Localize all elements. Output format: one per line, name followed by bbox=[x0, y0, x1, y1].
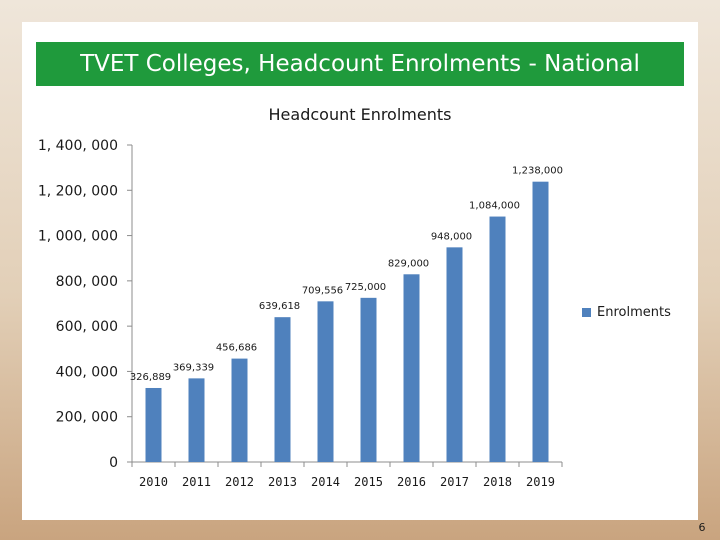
x-tick-label: 2016 bbox=[397, 475, 426, 489]
y-tick-label: 800, 000 bbox=[55, 273, 118, 290]
bar-series-enrolments bbox=[146, 182, 549, 462]
x-tick-label: 2019 bbox=[526, 475, 555, 489]
data-label: 1,084,000 bbox=[469, 200, 520, 212]
bar bbox=[490, 217, 506, 462]
bar bbox=[533, 182, 549, 462]
data-label: 369,339 bbox=[172, 362, 215, 374]
bar bbox=[232, 359, 248, 462]
chart-legend bbox=[582, 305, 671, 320]
bar bbox=[361, 298, 377, 462]
data-label: 829,000 bbox=[387, 258, 430, 270]
x-tick-label: 2012 bbox=[225, 475, 254, 489]
data-label: 326,889 bbox=[129, 371, 172, 383]
data-label: 456,686 bbox=[215, 342, 258, 354]
data-label: 948,000 bbox=[430, 231, 473, 243]
x-tick-label: 2014 bbox=[311, 475, 340, 489]
bar bbox=[404, 274, 420, 462]
data-label: 725,000 bbox=[344, 281, 387, 293]
bar bbox=[275, 317, 291, 462]
legend-swatch bbox=[582, 308, 591, 317]
y-tick-label: 400, 000 bbox=[55, 364, 118, 381]
x-tick-label: 2015 bbox=[354, 475, 383, 489]
y-tick-label: 600, 000 bbox=[55, 319, 118, 336]
data-label: 1,238,000 bbox=[512, 165, 563, 177]
y-tick-label: 1, 000, 000 bbox=[37, 228, 118, 245]
data-label: 639,618 bbox=[258, 301, 301, 313]
y-tick-label: 200, 000 bbox=[55, 409, 118, 426]
y-tick-label: 1, 200, 000 bbox=[37, 183, 118, 200]
x-tick-label: 2017 bbox=[440, 475, 469, 489]
y-tick-label: 0 bbox=[109, 455, 118, 471]
chart-title: Headcount Enrolments bbox=[268, 105, 452, 124]
bar bbox=[447, 247, 463, 462]
y-axis bbox=[38, 138, 132, 471]
slide-title: TVET Colleges, Headcount Enrolments - National bbox=[80, 51, 640, 77]
y-tick-label: 1, 400, 000 bbox=[37, 138, 118, 154]
bar bbox=[189, 378, 205, 462]
x-tick-label: 2011 bbox=[182, 475, 211, 489]
x-tick-label: 2018 bbox=[483, 475, 512, 489]
page-number: 6 bbox=[698, 521, 706, 534]
x-axis bbox=[132, 462, 562, 489]
bar bbox=[318, 301, 334, 462]
data-label: 709,556 bbox=[301, 285, 344, 297]
bar bbox=[146, 388, 162, 462]
legend-label: Enrolments bbox=[597, 305, 671, 320]
x-tick-label: 2010 bbox=[139, 475, 168, 489]
x-tick-label: 2013 bbox=[268, 475, 297, 489]
